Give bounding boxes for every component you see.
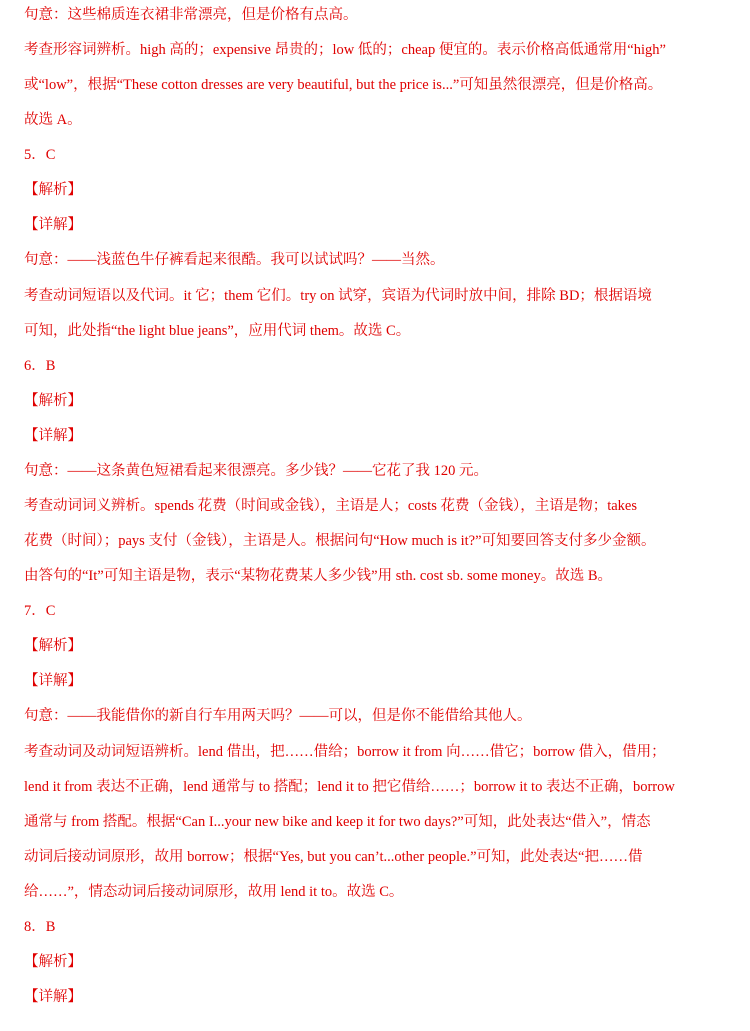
text-line: 考查形容词辨析。high 高的；expensive 昂贵的；low 低的；cheap 便宜的。表示价格高低通常用“high” (24, 42, 666, 58)
text-line: 给……”，情态动词后接动词原形，故用 lend it to。故选 C。 (24, 884, 404, 900)
analysis-heading: 【解析】 (24, 182, 82, 198)
question-number: 8．B (24, 919, 56, 935)
text-line: lend it from 表达不正确，lend 通常与 to 搭配；lend it to 把它借给……；borrow it to 表达不正确，borrow (24, 779, 675, 795)
text-line: 花费（时间）；pays 支付（金钱），主语是人。根据问句“How much is it?”可知要回答支付多少金额。 (24, 533, 656, 549)
text-line: 句意：——浅蓝色牛仔裤看起来很酷。我可以试试吗？——当然。 (24, 252, 445, 268)
question-number: 6．B (24, 358, 56, 374)
text-line: 考查动词及动词短语辨析。lend 借出，把……借给；borrow it from 向……借它；borrow 借入，借用； (24, 744, 666, 760)
analysis-heading: 【解析】 (24, 638, 82, 654)
text-line: 句意：——这条黄色短裙看起来很漂亮。多少钱？——它花了我 120 元。 (24, 463, 488, 479)
text-line: 动词后接动词原形，故用 borrow；根据“Yes, but you can’t...other people.”可知，此处表达“把……借 (24, 849, 643, 865)
text-line: 可知，此处指“the light blue jeans”，应用代词 them。故选 C。 (24, 323, 411, 339)
text-line: 句意：——我能借你的新自行车用两天吗？——可以，但是你不能借给其他人。 (24, 708, 532, 724)
detail-heading: 【详解】 (24, 989, 82, 1005)
analysis-heading: 【解析】 (24, 393, 82, 409)
text-line: 或“low”，根据“These cotton dresses are very beautiful, but the price is...”可知虽然很漂亮，但是价格高。 (24, 77, 663, 93)
question-number: 7．C (24, 603, 56, 619)
detail-heading: 【详解】 (24, 673, 82, 689)
analysis-heading: 【解析】 (24, 954, 82, 970)
text-line: 通常与 from 搭配。根据“Can I...your new bike and keep it for two days?”可知，此处表达“借入”，情态 (24, 814, 651, 830)
text-line: 考查动词词义辨析。spends 花费（时间或金钱），主语是人；costs 花费（金钱），主语是物；takes (24, 498, 638, 514)
text-line: 句意：这些棉质连衣裙非常漂亮，但是价格有点高。 (24, 7, 358, 23)
detail-heading: 【详解】 (24, 428, 82, 444)
question-number: 5．C (24, 147, 56, 163)
text-line: 考查动词短语以及代词。it 它；them 它们。try on 试穿，宾语为代词时放中间，排除 BD；根据语境 (24, 288, 652, 304)
detail-heading: 【详解】 (24, 217, 82, 233)
text-line: 由答句的“It”可知主语是物，表示“某物花费某人多少钱”用 sth. cost sb. some money。故选 B。 (24, 568, 613, 584)
text-line: 故选 A。 (24, 112, 82, 128)
